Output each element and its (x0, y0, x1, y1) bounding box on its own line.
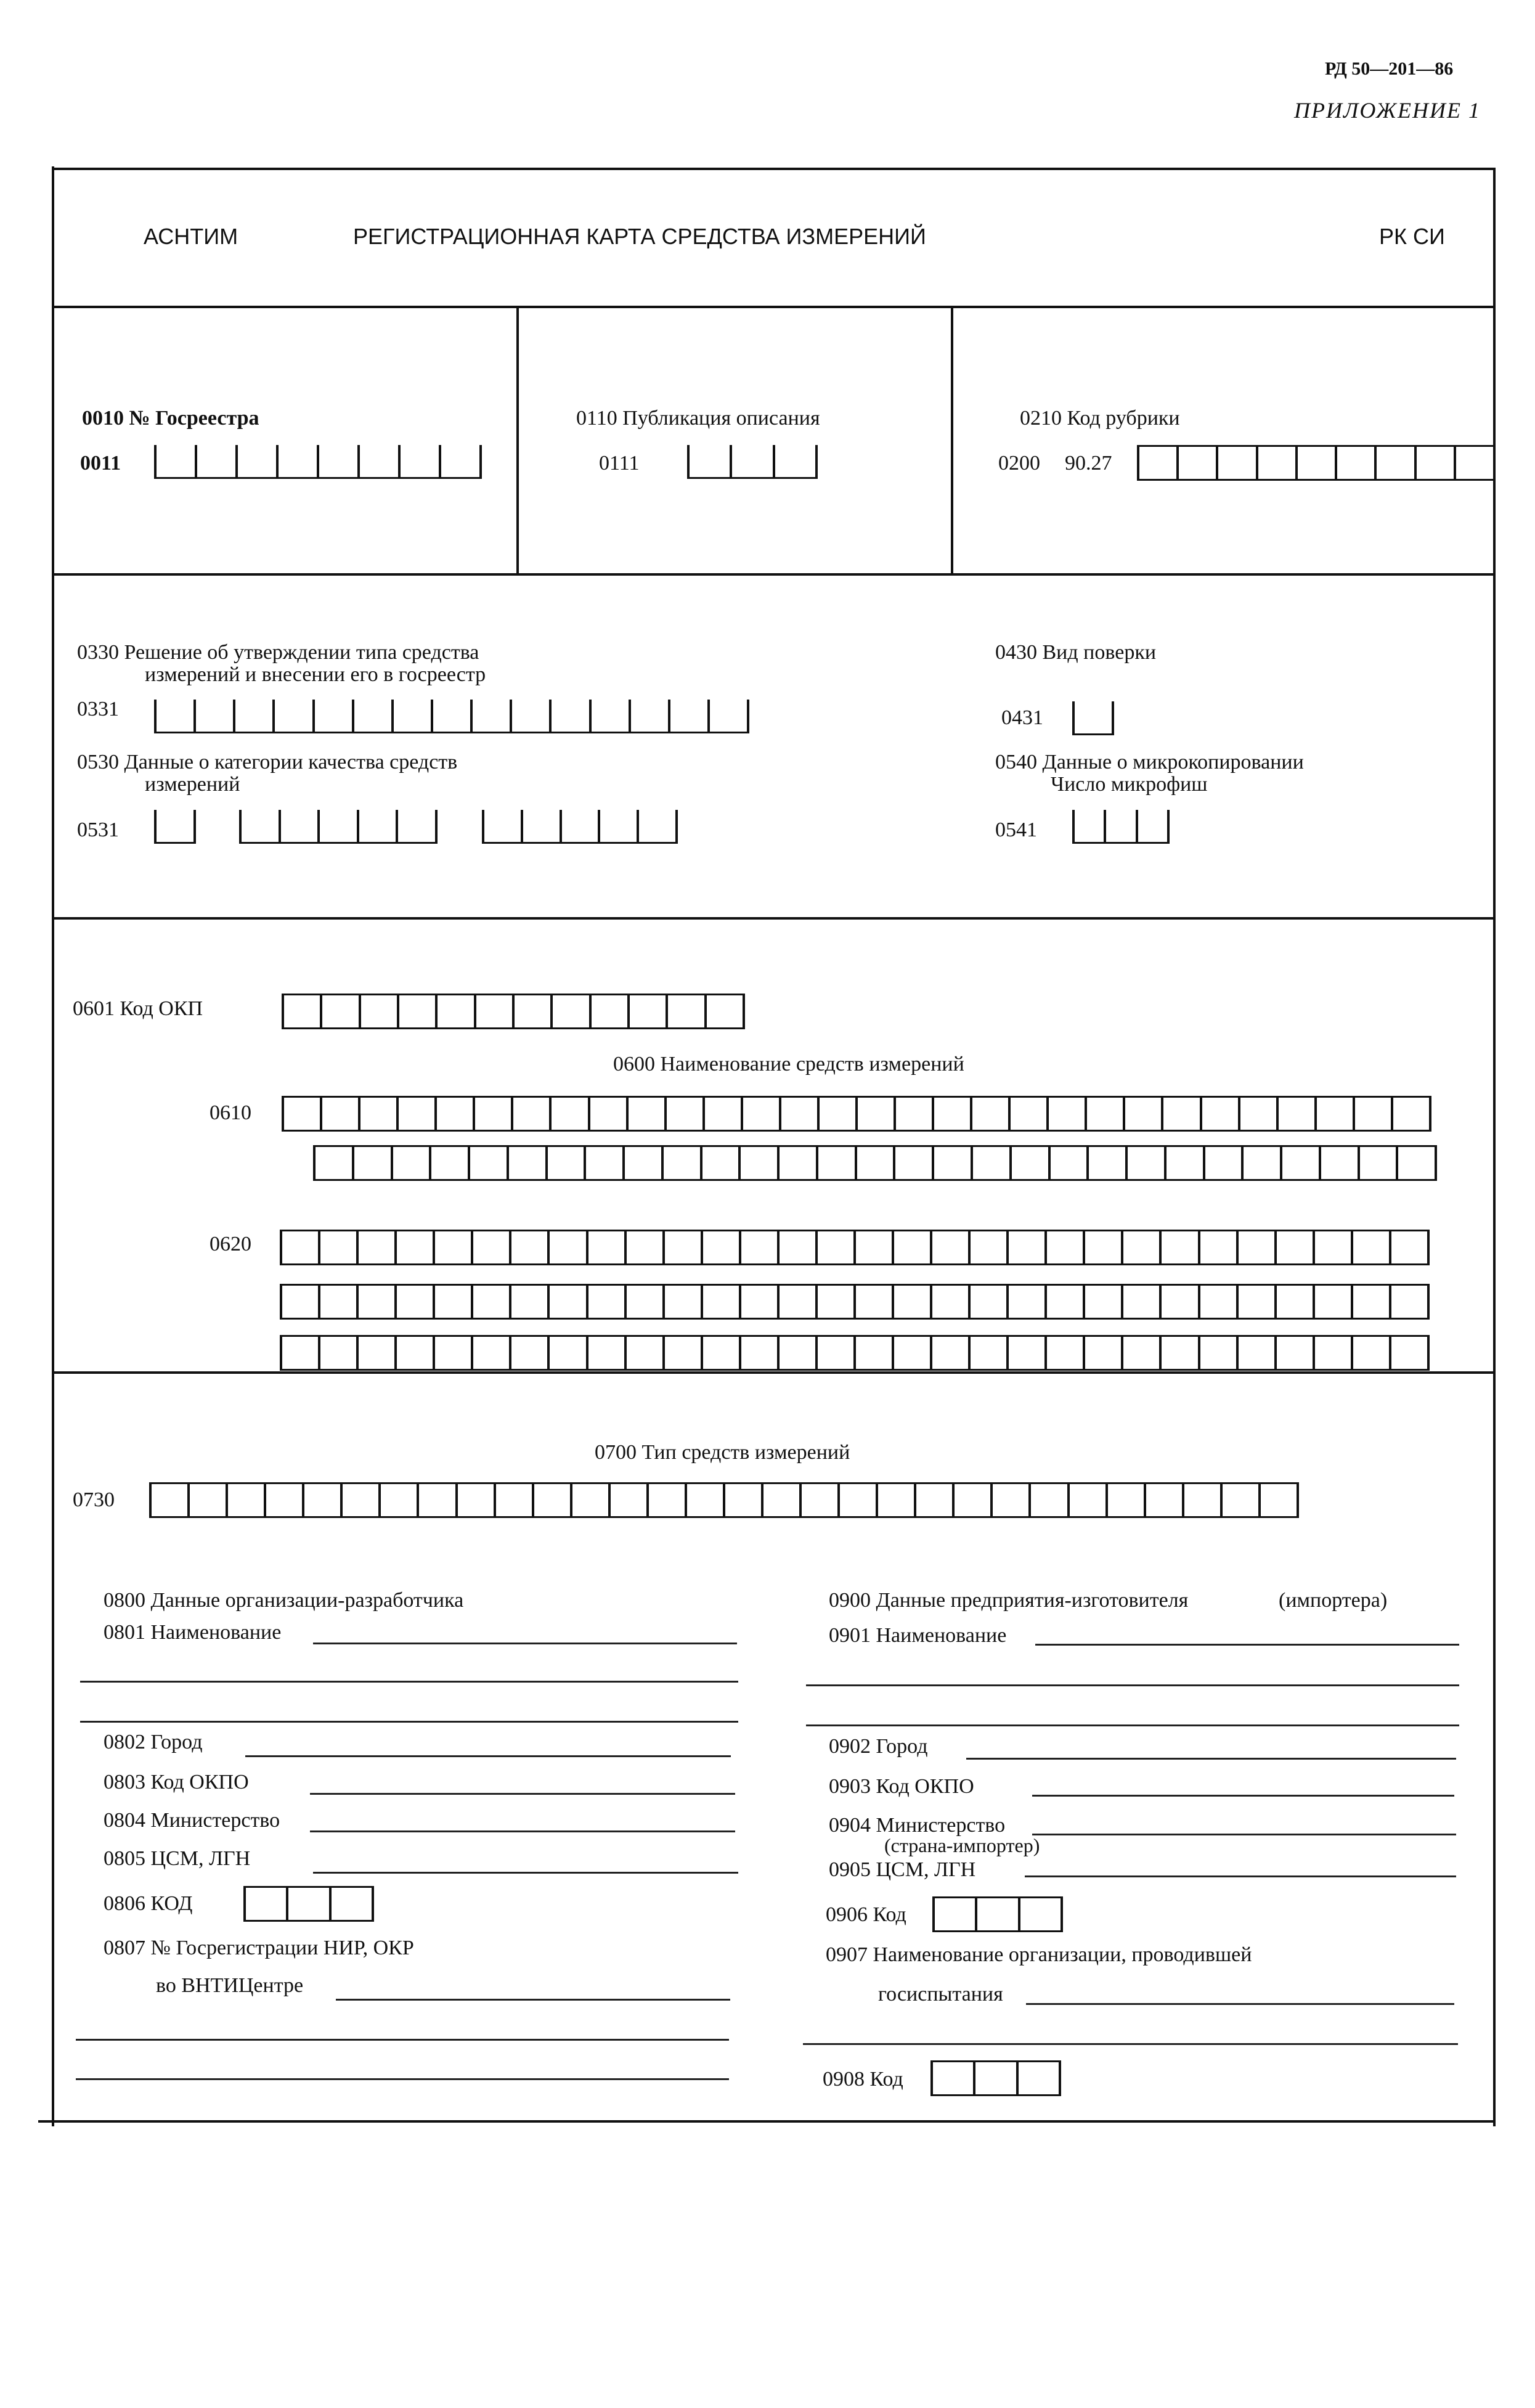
divider-sec2 (52, 917, 1496, 920)
developer-nir-label: 0807 № Госрегистрации НИР, ОКР (104, 1937, 414, 1959)
divider-header (52, 306, 1496, 308)
manufacturer-ministry-line[interactable] (1032, 1834, 1456, 1835)
developer-vniti-line[interactable] (336, 1999, 730, 2001)
manufacturer-okpo-line[interactable] (1032, 1795, 1454, 1797)
frame-top (52, 168, 1496, 170)
instrument-name-row-1[interactable] (282, 1096, 1431, 1132)
developer-csm-line[interactable] (313, 1872, 738, 1874)
developer-vniti-label: во ВНТИЦентре (156, 1974, 304, 1997)
developer-name-line-3[interactable] (80, 1721, 738, 1723)
developer-kod-input[interactable] (243, 1886, 374, 1922)
developer-city-line[interactable] (245, 1755, 731, 1757)
manufacturer-country-label: (страна-импортер) (884, 1834, 1040, 1856)
manufacturer-kod-label: 0906 Код (826, 1903, 906, 1926)
manufacturer-csm-line[interactable] (1025, 1875, 1456, 1877)
sec1-col-divider-1 (516, 308, 519, 573)
frame-left (52, 166, 54, 2126)
quality-input-2[interactable] (239, 810, 438, 844)
header-org: АСНТИМ (144, 224, 238, 249)
quality-label: 0530 Данные о категории качества средств (77, 751, 458, 773)
okp-label: 0601 Код ОКП (73, 997, 203, 1020)
manufacturer-name-line-2[interactable] (806, 1684, 1459, 1686)
manufacturer-csm-label: 0905 ЦСМ, ЛГН (829, 1858, 976, 1881)
quality-input-3[interactable] (482, 810, 678, 844)
manufacturer-kod-input[interactable] (932, 1896, 1063, 1932)
decision-label-2: измерений и внесении его в госреестр (145, 663, 486, 686)
microcopy-input[interactable] (1072, 810, 1170, 844)
publication-code: 0111 (599, 452, 640, 475)
manufacturer-name-line-3[interactable] (806, 1724, 1459, 1726)
manufacturer-kod2-input[interactable] (930, 2060, 1061, 2096)
microcopy-label: 0540 Данные о микрокопировании (995, 751, 1304, 773)
rubric-label: 0210 Код рубрики (1020, 407, 1180, 430)
manufacturer-city-label: 0902 Город (829, 1735, 928, 1758)
decision-code: 0331 (77, 698, 119, 720)
manufacturer-name-label: 0901 Наименование (829, 1624, 1007, 1647)
rubric-value: 90.27 (1065, 452, 1112, 475)
gosreestr-code: 0011 (80, 452, 121, 475)
manufacturer-city-line[interactable] (966, 1758, 1456, 1760)
developer-name-line-2[interactable] (80, 1681, 738, 1683)
developer-okpo-line[interactable] (310, 1793, 735, 1795)
instrument-name-row-4[interactable] (280, 1284, 1430, 1320)
header-form-code: РК СИ (1379, 224, 1445, 249)
manufacturer-gos-label: госиспытания (878, 1983, 1003, 2006)
instrument-name-row-2[interactable] (313, 1145, 1437, 1181)
divider-sec1 (52, 573, 1496, 576)
manufacturer-kod2-label: 0908 Код (823, 2068, 903, 2091)
quality-label-2: измерений (145, 773, 240, 796)
developer-csm-label: 0805 ЦСМ, ЛГН (104, 1847, 251, 1870)
decision-label: 0330 Решение об утверждении типа средства (77, 641, 479, 664)
manufacturer-org-label: 0907 Наименование организации, проводившей (826, 1943, 1252, 1966)
quality-code: 0531 (77, 818, 119, 841)
developer-ministry-label: 0804 Министерство (104, 1809, 280, 1832)
verification-input[interactable] (1072, 701, 1114, 735)
instrument-name-label: 0600 Наименование средств измерений (613, 1053, 964, 1075)
microcopy-code: 0541 (995, 818, 1037, 841)
rubric-input[interactable] (1137, 445, 1496, 481)
document-code: РД 50—201—86 (1325, 59, 1454, 79)
publication-input[interactable] (687, 445, 818, 479)
developer-okpo-label: 0803 Код ОКПО (104, 1771, 249, 1794)
developer-name-line[interactable] (313, 1643, 737, 1644)
manufacturer-name-line[interactable] (1035, 1644, 1459, 1646)
instrument-name-code-2: 0620 (210, 1233, 251, 1255)
publication-label: 0110 Публикация описания (576, 407, 820, 430)
manufacturer-okpo-label: 0903 Код ОКПО (829, 1775, 974, 1798)
quality-input-1[interactable] (154, 810, 196, 844)
microcopy-label-2: Число микрофиш (1051, 773, 1208, 796)
sec1-col-divider-2 (951, 308, 953, 573)
okp-input[interactable] (282, 994, 745, 1029)
manufacturer-ministry-label: 0904 Министерство (829, 1814, 1006, 1837)
developer-name-label: 0801 Наименование (104, 1621, 282, 1644)
decision-input[interactable] (154, 700, 749, 733)
divider-sec3 (52, 1371, 1496, 1374)
type-code: 0730 (73, 1488, 115, 1511)
developer-extra-line-2[interactable] (76, 2078, 729, 2080)
developer-ministry-line[interactable] (310, 1830, 735, 1832)
manufacturer-extra-line[interactable] (803, 2043, 1458, 2045)
type-input[interactable] (149, 1482, 1299, 1518)
developer-title: 0800 Данные организации-разработчика (104, 1589, 464, 1612)
instrument-name-row-5[interactable] (280, 1335, 1430, 1371)
developer-kod-label: 0806 КОД (104, 1892, 193, 1915)
frame-bottom (38, 2120, 1496, 2123)
instrument-name-row-3[interactable] (280, 1230, 1430, 1265)
verification-label: 0430 Вид поверки (995, 641, 1157, 664)
verification-code: 0431 (1001, 706, 1043, 729)
header-title: РЕГИСТРАЦИОННАЯ КАРТА СРЕДСТВА ИЗМЕРЕНИЙ (353, 224, 926, 249)
rubric-code: 0200 (998, 452, 1040, 475)
type-label: 0700 Тип средств измерений (595, 1441, 850, 1464)
gosreestr-label: 0010 № Госреестра (82, 407, 259, 430)
manufacturer-importer: (импортера) (1279, 1589, 1388, 1612)
appendix-label: ПРИЛОЖЕНИЕ 1 (1294, 98, 1481, 123)
gosreestr-input[interactable] (154, 445, 482, 479)
manufacturer-title: 0900 Данные предприятия-изготовителя (829, 1589, 1189, 1612)
instrument-name-code-1: 0610 (210, 1101, 251, 1124)
developer-extra-line-1[interactable] (76, 2039, 729, 2041)
developer-city-label: 0802 Город (104, 1731, 203, 1753)
manufacturer-gos-line[interactable] (1026, 2003, 1454, 2005)
